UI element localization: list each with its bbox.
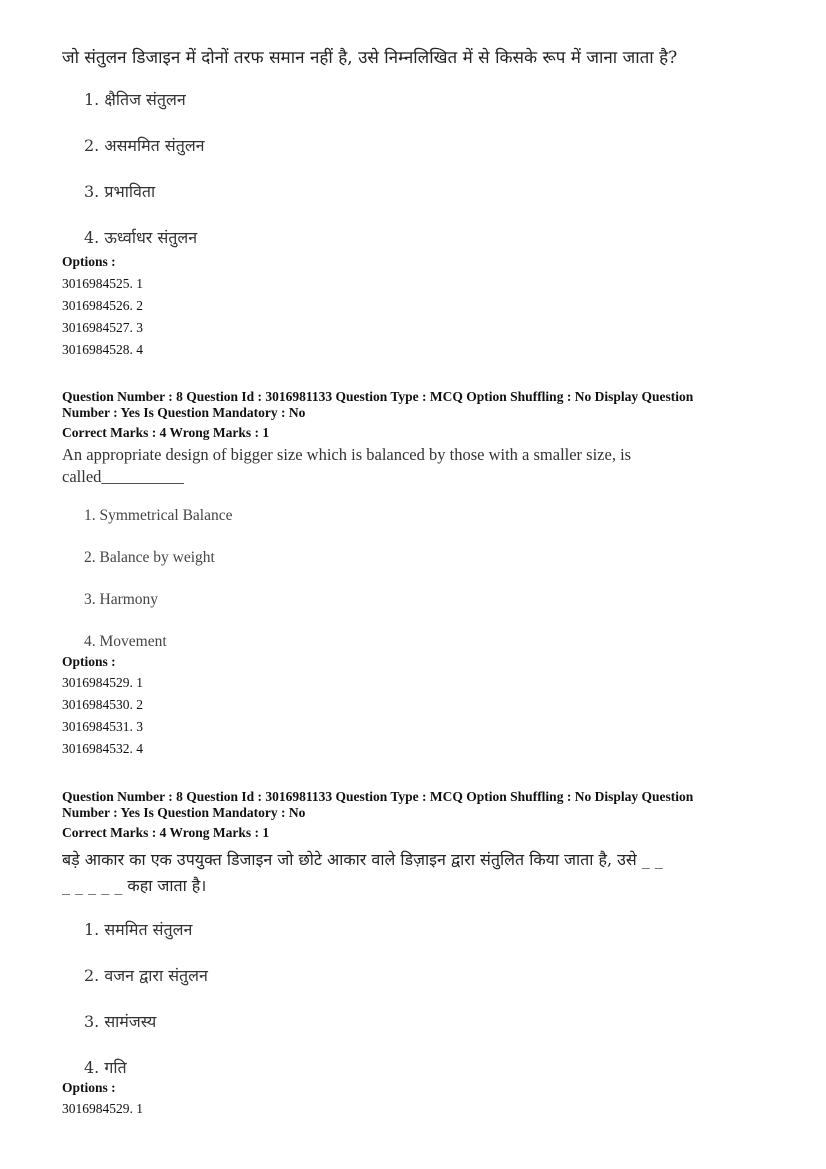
choice-3: 3. सामंजस्य [84,1012,157,1031]
option-id: 3016984528. 4 [62,342,143,357]
option-id: 3016984527. 3 [62,320,143,335]
choice-2: 2. Balance by weight [84,549,215,566]
question-marks: Correct Marks : 4 Wrong Marks : 1 [62,425,270,440]
options-label: Options : [62,1080,116,1095]
option-id: 3016984529. 1 [62,675,143,690]
option-id: 3016984525. 1 [62,276,143,291]
choice-1: 1. Symmetrical Balance [84,507,233,524]
question-marks: Correct Marks : 4 Wrong Marks : 1 [62,825,270,840]
option-id: 3016984529. 1 [62,1101,143,1116]
option-id: 3016984531. 3 [62,719,143,734]
choice-3: 3. Harmony [84,591,159,608]
options-label: Options : [62,254,116,269]
option-id: 3016984532. 4 [62,741,143,756]
choice-2: 2. वजन द्वारा संतुलन [84,966,208,985]
question-text: जो संतुलन डिजाइन में दोनों तरफ समान नहीं है, उसे निम्नलिखित में से किसके रूप में जाना जाता है? [62,48,678,68]
choice-4: 4. Movement [84,633,167,650]
question-text: called__________ [62,467,184,486]
choice-4: 4. ऊर्ध्वाधर संतुलन [84,228,198,247]
options-label: Options : [62,654,116,669]
question-meta: Question Number : 8 Question Id : 3016981133 Question Type : MCQ Option Shuffling : No Display Question [62,789,694,804]
choice-1: 1. सममित संतुलन [84,920,193,939]
choice-2: 2. असममित संतुलन [84,136,205,155]
option-id: 3016984530. 2 [62,697,143,712]
option-id: 3016984526. 2 [62,298,143,313]
choice-1: 1. क्षैतिज संतुलन [84,90,186,109]
question-text: _ _ _ _ _ कहा जाता है। [62,876,207,895]
choice-4: 4. गति [84,1058,127,1077]
question-text: बड़े आकार का एक उपयुक्त डिजाइन जो छोटे आकार वाले डिज़ाइन द्वारा संतुलित किया जाता है, उसे _ _ [62,850,663,869]
question-meta: Number : Yes Is Question Mandatory : No [62,805,306,820]
question-text: An appropriate design of bigger size which is balanced by those with a smaller size, is [62,445,632,464]
choice-3: 3. प्रभाविता [84,182,156,201]
question-meta: Number : Yes Is Question Mandatory : No [62,405,306,420]
question-meta: Question Number : 8 Question Id : 3016981133 Question Type : MCQ Option Shuffling : No Display Question [62,389,694,404]
